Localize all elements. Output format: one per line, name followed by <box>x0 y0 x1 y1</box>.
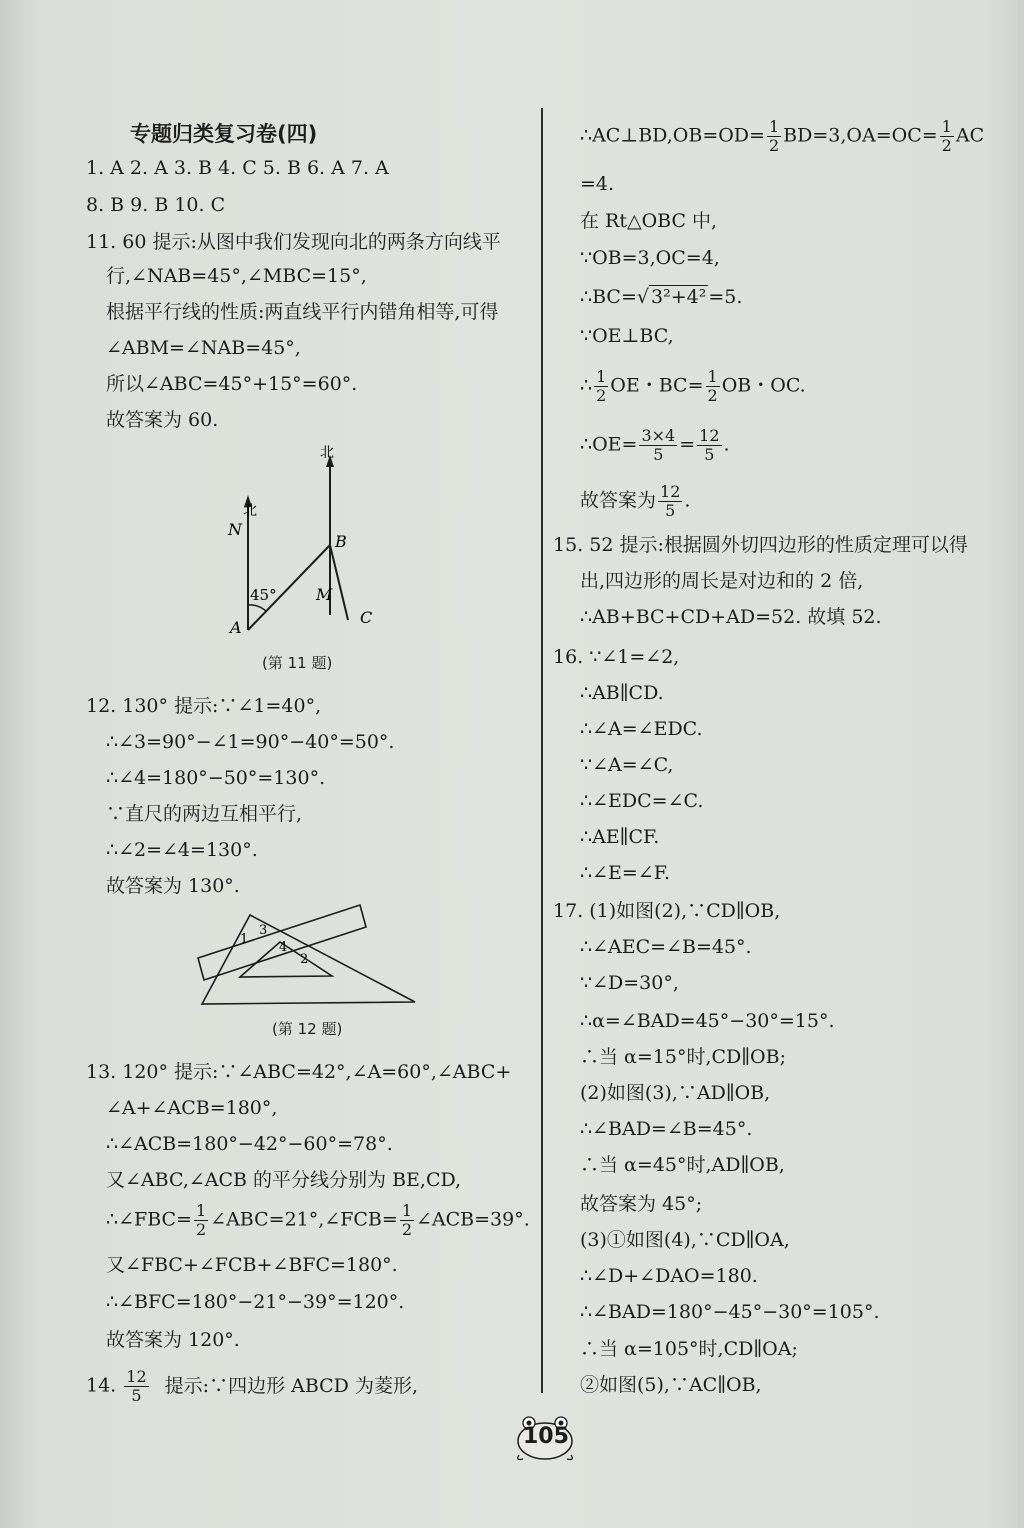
answer-line <box>580 427 730 464</box>
page-number: 105 <box>523 1424 569 1449</box>
fraction: $\frac{1}{2}$ <box>195 1201 207 1239</box>
answer-line: 又∠ABC,∠ACB 的平分线分别为 BE,CD, <box>106 1169 462 1191</box>
answer-line: ∴α=∠BAD=45°−30°=15°. <box>580 1010 835 1032</box>
answer-line <box>580 483 690 520</box>
point-b: B <box>335 532 347 551</box>
north-label-b: 北 <box>320 445 334 461</box>
answer-line: 15. 52 提示:根据圆外切四边形的性质定理可以得 <box>553 534 968 556</box>
figure-caption: (第 11 题) <box>262 654 333 672</box>
answer-line: ∴∠4=180°−50°=130°. <box>106 767 326 789</box>
answer-line <box>86 1368 418 1405</box>
text-fragment: ∴BC= <box>580 286 637 308</box>
answer-line: 8. B 9. B 10. C <box>86 194 226 216</box>
answer-line: 出,四边形的周长是对边和的 2 倍, <box>580 570 864 592</box>
angle-arc <box>248 605 266 611</box>
answer-line <box>580 368 806 405</box>
answer-line: ∵OB=3,OC=4, <box>580 247 720 269</box>
answer-line: ∴∠BAD=180°−45°−30°=105°. <box>580 1301 880 1323</box>
large-triangle <box>202 915 415 1004</box>
angle-1-label: 1 <box>240 932 249 947</box>
text-fragment: ∴OE= <box>580 433 638 456</box>
answer-line: ∵∠A=∠C, <box>580 754 674 776</box>
answer-line <box>106 1202 530 1239</box>
answer-line: ∴∠ACB=180°−42°−60°=78°. <box>106 1133 393 1155</box>
answer-line: ∴AB∥CD. <box>580 682 664 704</box>
page-title: 专题归类复习卷(四) <box>130 122 318 146</box>
point-c: C <box>360 608 373 627</box>
text-fragment: BD=3,OA=OC= <box>783 124 938 147</box>
figure-caption: (第 12 题) <box>272 1020 343 1038</box>
answer-line: 11. 60 提示:从图中我们发现向北的两条方向线平 <box>86 231 501 253</box>
segment-bc <box>330 545 348 620</box>
answer-line: 根据平行线的性质:两直线平行内错角相等,可得 <box>106 301 499 323</box>
answer-line: 行,∠NAB=45°,∠MBC=15°, <box>106 265 367 287</box>
answer-line: ∴当 α=105°时,CD∥OA; <box>580 1338 798 1360</box>
text-fragment: OB・OC. <box>721 374 806 397</box>
fraction: $\frac{1}{2}$ <box>596 367 607 405</box>
answer-line: ∴∠EDC=∠C. <box>580 790 704 812</box>
text-fragment: OE・BC= <box>610 374 704 397</box>
angle-2-label: 2 <box>300 952 309 967</box>
point-a: A <box>230 618 242 637</box>
answer-line: ∴∠AEC=∠B=45°. <box>580 936 752 958</box>
text-fragment: ∴AC⊥BD,OB=OD= <box>580 124 765 147</box>
answer-line: ∴∠D+∠DAO=180. <box>580 1265 758 1287</box>
answer-line: 故答案为 45°; <box>580 1193 703 1215</box>
text-fragment: =5. <box>708 286 743 308</box>
answer-line: ②如图(5),∵AC∥OB, <box>580 1374 762 1396</box>
answer-line: ∴当 α=15°时,CD∥OB; <box>580 1046 786 1068</box>
page-number-badge <box>515 1415 575 1463</box>
answer-line: ∴∠BAD=∠B=45°. <box>580 1118 753 1140</box>
answer-line: ∴AB+BC+CD+AD=52. 故填 52. <box>580 606 882 628</box>
answer-line: 13. 120° 提示:∵∠ABC=42°,∠A=60°,∠ABC+ <box>86 1061 512 1083</box>
figure-11 <box>210 435 410 650</box>
north-label-a: 北 <box>243 503 257 519</box>
answer-line: 故答案为 120°. <box>106 1329 240 1351</box>
answer-line: ∴BC=√ 3²+4² =5. <box>580 286 743 308</box>
figure-12 <box>190 900 422 1015</box>
fraction: $\frac{1}{2}$ <box>401 1201 412 1239</box>
text-fragment: = <box>679 433 696 456</box>
point-m: M <box>316 585 333 604</box>
fraction: $\frac{12}{5}$ <box>699 426 720 464</box>
answer-line: ∴∠3=90°−∠1=90°−40°=50°. <box>106 731 395 753</box>
fraction: $\frac{1}{2}$ <box>768 117 780 155</box>
answer-line: ∴AE∥CF. <box>580 826 660 848</box>
square-root: 3²+4² <box>650 286 707 308</box>
answer-line: (3)①如图(4),∵CD∥OA, <box>580 1229 790 1251</box>
angle-3-label: 3 <box>259 923 268 938</box>
fraction: $\frac{12}{5}$ <box>126 1367 147 1405</box>
answer-line: 又∠FBC+∠FCB+∠BFC=180°. <box>106 1254 398 1276</box>
text-fragment: 提示:∵四边形 ABCD 为菱形, <box>164 1374 418 1397</box>
point-n: N <box>228 520 242 539</box>
fraction: $\frac{12}{5}$ <box>660 482 681 520</box>
fraction: $\frac{1}{2}$ <box>941 117 952 155</box>
fraction: $\frac{1}{2}$ <box>707 367 718 405</box>
answer-line: 所以∠ABC=45°+15°=60°. <box>106 373 358 395</box>
answer-line: 1. A 2. A 3. B 4. C 5. B 6. A 7. A <box>86 157 389 179</box>
text-fragment: . <box>723 433 730 456</box>
answer-line: ∠ABM=∠NAB=45°, <box>106 337 301 359</box>
answer-line: 故答案为 130°. <box>106 875 240 897</box>
answer-line: ∵OE⊥BC, <box>580 325 674 347</box>
angle-4-label: 4 <box>279 940 288 955</box>
answer-line: 17. (1)如图(2),∵CD∥OB, <box>553 900 781 922</box>
answer-line: 16. ∵∠1=∠2, <box>553 646 680 668</box>
answer-line: ∵直尺的两边互相平行, <box>106 803 303 825</box>
text-fragment: AC <box>955 124 985 147</box>
answer-line: ∴∠BFC=180°−21°−39°=120°. <box>106 1291 405 1313</box>
answer-line: (2)如图(3),∵AD∥OB, <box>580 1082 771 1104</box>
question-number: 14. <box>86 1374 117 1397</box>
text-fragment: . <box>684 489 691 512</box>
column-divider <box>541 108 543 1393</box>
text-fragment: 故答案为 <box>580 489 657 512</box>
text-fragment: ∠ABC=21°,∠FCB= <box>210 1208 398 1231</box>
answer-line: ∴当 α=45°时,AD∥OB, <box>580 1154 785 1176</box>
answer-line: 故答案为 60. <box>106 409 219 431</box>
answer-line <box>580 118 984 155</box>
text-fragment: ∴ <box>580 374 593 397</box>
answer-line: ∴∠A=∠EDC. <box>580 718 703 740</box>
text-fragment: ∴∠FBC= <box>106 1208 192 1231</box>
angle-label: 45° <box>250 586 277 604</box>
answer-line: 12. 130° 提示:∵∠1=40°, <box>86 695 322 717</box>
fraction: $\frac{3\times 4}{5}$ <box>641 426 676 464</box>
answer-line: ∵∠D=30°, <box>580 972 679 994</box>
answer-line: ∠A+∠ACB=180°, <box>106 1097 278 1119</box>
answer-line: ∴∠E=∠F. <box>580 862 670 884</box>
answer-line: =4. <box>580 173 615 195</box>
answer-line: 在 Rt△OBC 中, <box>580 210 718 232</box>
answer-line: ∴∠2=∠4=130°. <box>106 839 258 861</box>
text-fragment: ∠ACB=39°. <box>416 1208 530 1231</box>
